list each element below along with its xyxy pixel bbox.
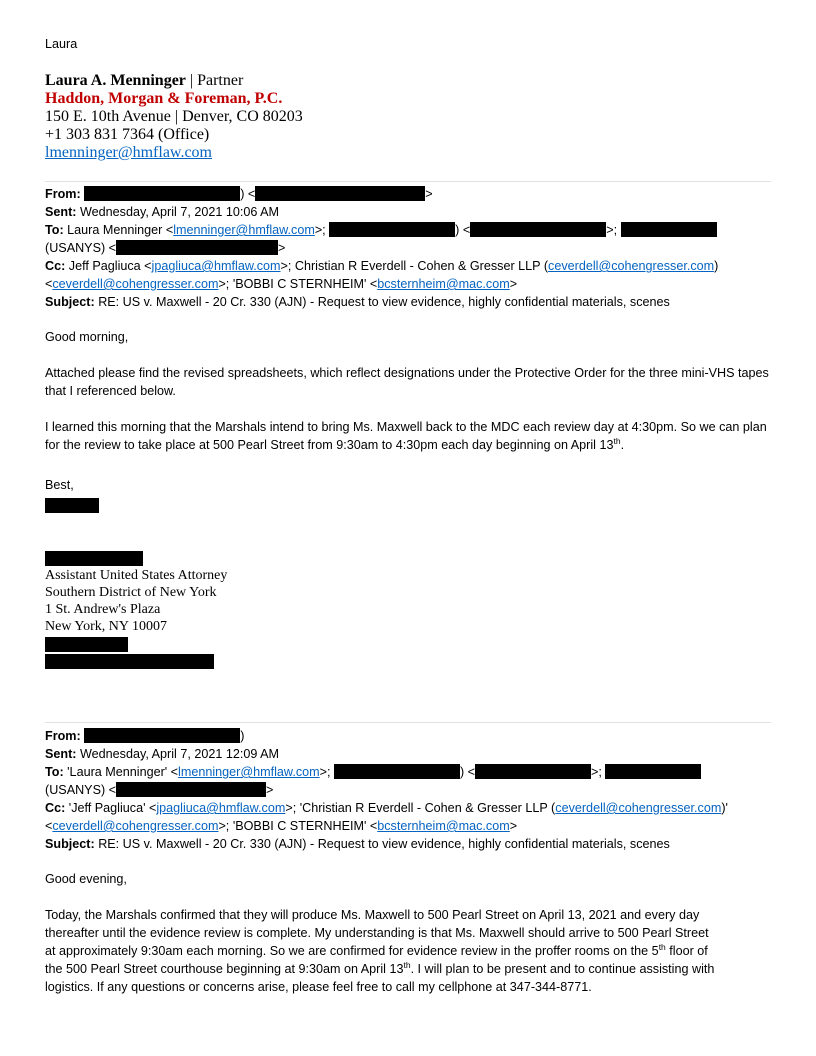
email-1-paragraph-1: Attached please find the revised spreadsheets, which reflect designations under the Protective Order for the three mini-VHS tapes that I referenced below. — [45, 366, 769, 398]
cc1-email-link[interactable]: jpagliuca@hmflaw.com — [156, 801, 286, 815]
from-label: From: — [45, 729, 81, 743]
sent-label: Sent: — [45, 205, 77, 219]
redaction — [329, 222, 455, 237]
email-1-closing: Best, — [45, 478, 74, 492]
to-cont: (USANYS) — [45, 241, 106, 255]
redaction-phone — [45, 637, 128, 652]
paragraph-line: logistics. If any questions or concerns arise, please feel free to call my cellphone at 347-344-8771. — [45, 980, 592, 994]
redaction — [334, 764, 460, 779]
signature-block-2 — [45, 567, 227, 635]
email-1-cc-cont: <ceverdell@cohengresser.com>; 'BOBBI C STERNHEIM' <bcsternheim@mac.com> — [45, 277, 518, 291]
paragraph-text: . — [620, 438, 625, 452]
attorney-city: New York, NY 10007 — [45, 619, 167, 634]
cc2-email-link-2[interactable]: ceverdell@cohengresser.com — [52, 277, 219, 291]
email-1-to-cont: (USANYS) < > — [45, 241, 286, 255]
to-email-link[interactable]: lmenninger@hmflaw.com — [178, 765, 320, 779]
email-2-to: To: 'Laura Menninger' <lmenninger@hmflaw.com>; ) < >; — [45, 763, 771, 781]
signature-name-line — [45, 72, 303, 90]
cc2-email-link[interactable]: ceverdell@cohengresser.com — [555, 801, 722, 815]
sent-value: Wednesday, April 7, 2021 12:09 AM — [79, 747, 280, 761]
attorney-street: 1 St. Andrew's Plaza — [45, 602, 161, 617]
email-2-header — [45, 727, 771, 853]
attorney-title: Assistant United States Attorney — [45, 568, 228, 583]
firm-phone: +1 303 831 7364 (Office) — [45, 126, 210, 143]
greeting-name: Laura — [45, 37, 78, 51]
cc3-name: 'BOBBI C STERNHEIM' — [232, 819, 367, 833]
redaction-email — [45, 654, 214, 669]
redaction — [116, 240, 278, 255]
paragraph-line: thereafter until the evidence review is complete. My understanding is that Ms. Maxwell should arrive to 500 Pearl Street — [45, 926, 709, 940]
cc1-email-link[interactable]: jpagliuca@hmflaw.com — [151, 259, 281, 273]
cc2-email-link[interactable]: ceverdell@cohengresser.com — [548, 259, 715, 273]
firm-address: 150 E. 10th Avenue | Denver, CO 80203 — [45, 108, 303, 125]
redaction — [84, 728, 240, 743]
superscript: th — [658, 942, 666, 952]
from-label: From: — [45, 187, 81, 201]
superscript: th — [613, 436, 621, 446]
redaction — [116, 782, 266, 797]
superscript: th — [403, 960, 411, 970]
paragraph-line — [45, 960, 771, 978]
email-1-header — [45, 185, 771, 311]
subject-label: Subject: — [45, 295, 95, 309]
paragraph-text: the 500 Pearl Street courthouse beginning at 9:30am on April 13 — [45, 962, 404, 976]
header-divider-2 — [45, 722, 771, 723]
signature-name: Laura A. Menninger — [45, 72, 186, 89]
to-name: 'Laura Menninger' — [67, 765, 168, 779]
cc3-name: 'BOBBI C STERNHEIM' — [232, 277, 367, 291]
to-label: To: — [45, 223, 64, 237]
sent-label: Sent: — [45, 747, 77, 761]
email-2-subject — [45, 835, 771, 853]
paragraph-text: I learned this morning that the Marshals intend to bring Ms. Maxwell back to the MDC each review day at 4:30pm. So we can plan for the review to take place at 500 Pearl Street from 9:30am to 4:30pm each day beginning on April 13 — [45, 420, 767, 452]
email-2-sent — [45, 745, 771, 763]
redaction — [84, 186, 240, 201]
signature-separator: | — [189, 72, 194, 89]
email-2-cc: Cc: 'Jeff Pagliuca' <jpagliuca@hmflaw.com>; 'Christian R Everdell - Cohen & Gresser LLP (ceverdell@cohengresser.com)' — [45, 801, 728, 815]
email-1-cc: Cc: Jeff Pagliuca <jpagliuca@hmflaw.com>; Christian R Everdell - Cohen & Gresser LLP (ceverdell@cohengresser.com) — [45, 259, 719, 273]
paragraph-text: at approximately 9:30am each morning. So we are confirmed for evidence review in the proffer rooms on the 5 — [45, 944, 659, 958]
attorney-office: Southern District of New York — [45, 585, 217, 600]
email-2-to-cont: (USANYS) < > — [45, 783, 274, 797]
to-cont: (USANYS) — [45, 783, 106, 797]
redaction — [255, 186, 425, 201]
redaction-sender-name — [45, 498, 99, 513]
cc2-email-link-2[interactable]: ceverdell@cohengresser.com — [52, 819, 219, 833]
paragraph-text: floor of — [665, 944, 708, 958]
email-1-from: From: ) < > — [45, 187, 433, 201]
email-2-salutation: Good evening, — [45, 872, 127, 886]
cc3-email-link[interactable]: bcsternheim@mac.com — [377, 819, 510, 833]
cc1-name: Jeff Pagliuca — [68, 259, 141, 273]
redaction — [605, 764, 701, 779]
redaction — [621, 222, 717, 237]
signature-title: Partner — [197, 72, 244, 89]
cc2-name: Christian R Everdell - Cohen & Gresser LLP — [294, 259, 541, 273]
sent-value: Wednesday, April 7, 2021 10:06 AM — [79, 205, 280, 219]
signature-block-1 — [45, 72, 303, 162]
paragraph-line: Today, the Marshals confirmed that they will produce Ms. Maxwell to 500 Pearl Street on April 13, 2021 and every day — [45, 908, 700, 922]
cc-label: Cc: — [45, 259, 66, 273]
cc1-name: 'Jeff Pagliuca' — [68, 801, 146, 815]
subject-value: RE: US v. Maxwell - 20 Cr. 330 (AJN) - Request to view evidence, highly confidential materials, scenes — [98, 837, 670, 851]
subject-value: RE: US v. Maxwell - 20 Cr. 330 (AJN) - Request to view evidence, highly confidential materials, scenes — [98, 295, 670, 309]
cc2-name: 'Christian R Everdell - Cohen & Gresser LLP — [299, 801, 548, 815]
email-1-paragraph-2 — [45, 418, 771, 454]
header-divider-1 — [45, 181, 771, 182]
to-label: To: — [45, 765, 64, 779]
email-2-cc-cont: <ceverdell@cohengresser.com>; 'BOBBI C STERNHEIM' <bcsternheim@mac.com> — [45, 819, 518, 833]
redaction — [470, 222, 606, 237]
email-1-salutation: Good morning, — [45, 330, 129, 344]
email-1-sent — [45, 203, 771, 221]
to-name: Laura Menninger — [67, 223, 163, 237]
subject-label: Subject: — [45, 837, 95, 851]
redaction-attorney-name — [45, 551, 143, 566]
signature-email-link[interactable]: lmenninger@hmflaw.com — [45, 144, 212, 161]
email-1-to: To: Laura Menninger <lmenninger@hmflaw.com>; ) < >; — [45, 221, 771, 239]
cc-label: Cc: — [45, 801, 66, 815]
email-2-paragraph — [45, 906, 771, 996]
email-2-from: From: ) — [45, 729, 245, 743]
redaction — [475, 764, 591, 779]
to-email-link[interactable]: lmenninger@hmflaw.com — [173, 223, 315, 237]
paragraph-text: . I will plan to be present and to continue assisting with — [410, 962, 715, 976]
paragraph-line — [45, 942, 771, 960]
cc3-email-link[interactable]: bcsternheim@mac.com — [377, 277, 510, 291]
email-1-subject — [45, 293, 771, 311]
firm-name: Haddon, Morgan & Foreman, P.C. — [45, 90, 283, 107]
